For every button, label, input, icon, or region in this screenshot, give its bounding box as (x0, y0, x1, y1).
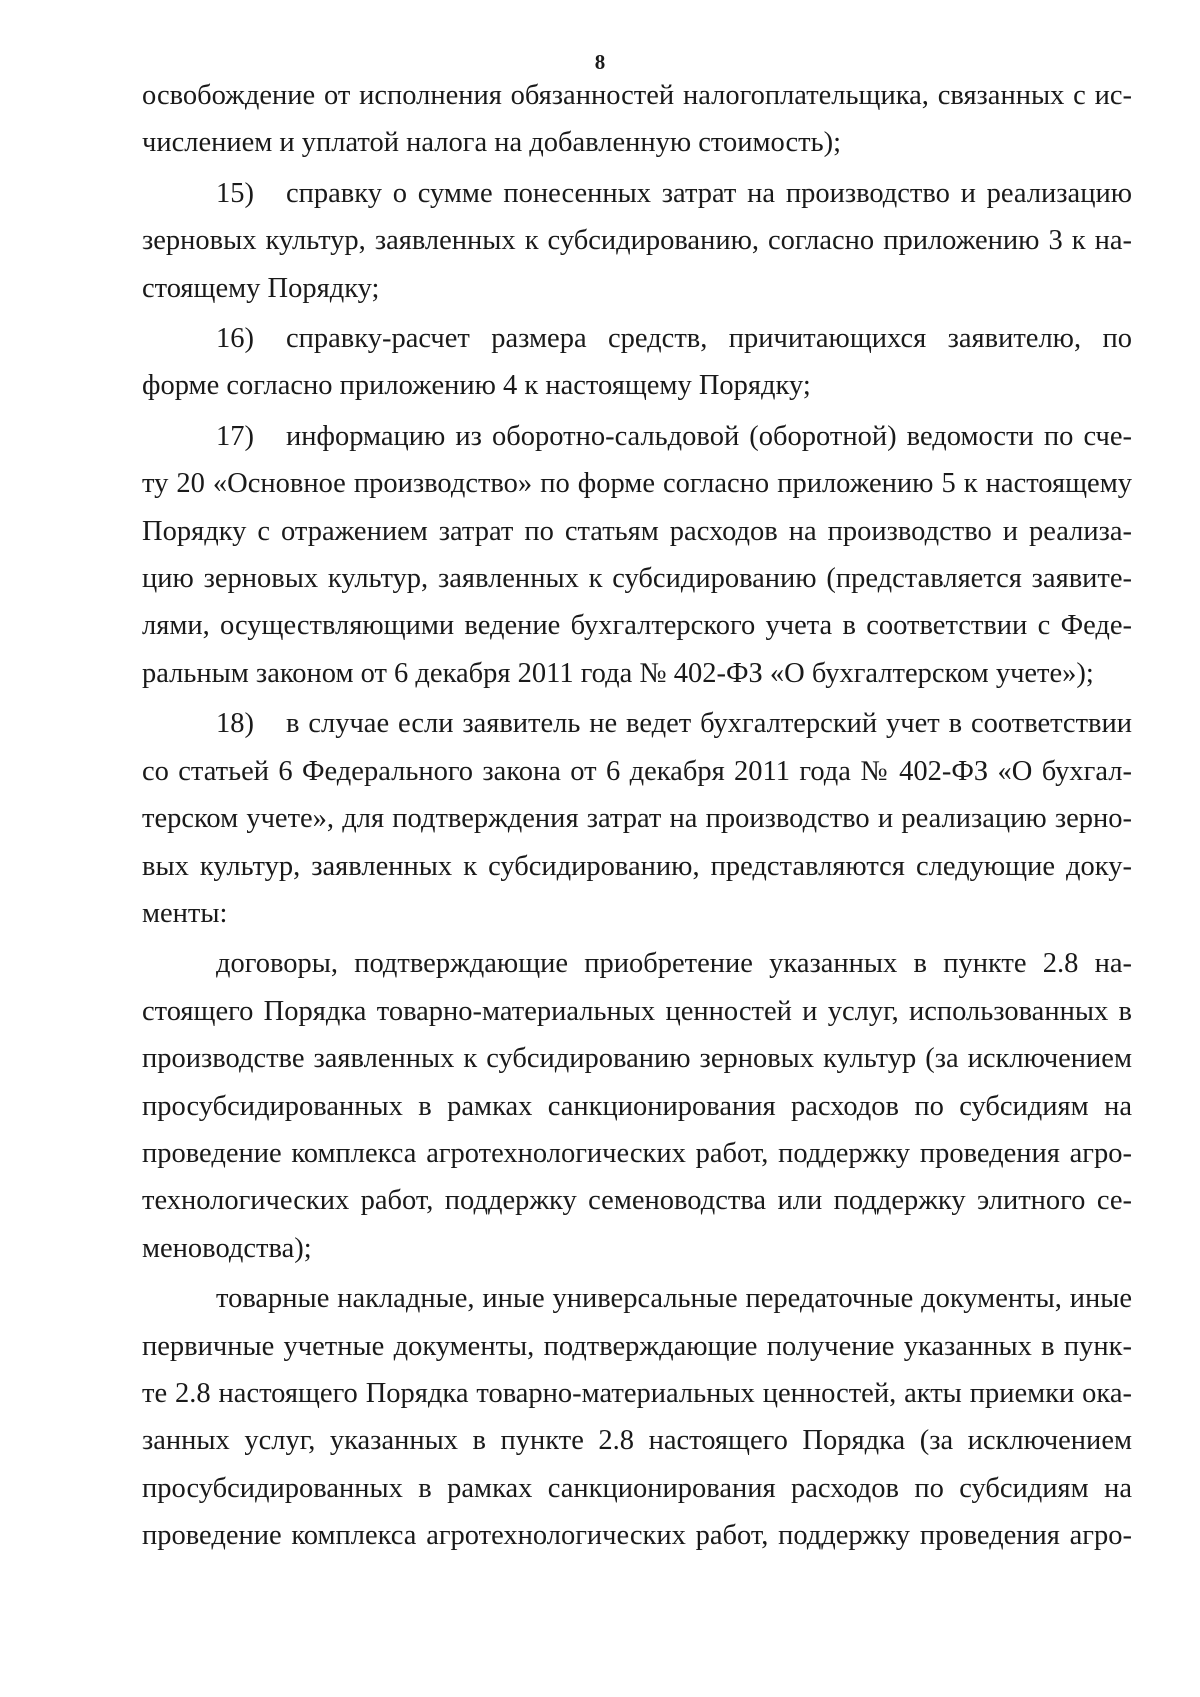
item-number: 18) (216, 708, 254, 740)
text-line (142, 700, 1132, 747)
list-item-16 (142, 315, 1132, 410)
paragraph-contracts (142, 940, 1132, 1272)
text-line: зерновых культур, заявленных к субсидированию, согласно приложению 3 к на- (142, 225, 1132, 257)
page-number: 8 (594, 50, 606, 74)
text-line: проведение комплекса агротехнологических работ, поддержку проведения агро- (142, 1137, 1132, 1169)
item-text: информацию из оборотно-сальдовой (оборотной) ведомости по сче- (286, 420, 1132, 452)
text-line (142, 315, 1132, 362)
list-item-17 (142, 413, 1132, 697)
list-item-18 (142, 700, 1132, 937)
paragraph-invoices (142, 1275, 1132, 1559)
text-line: товарные накладные, иные универсальные передаточные документы, иные (216, 1283, 1132, 1315)
text-line: лями, осуществляющими ведение бухгалтерского учета в соответствии с Феде- (142, 610, 1132, 642)
text-line: ральным законом от 6 декабря 2011 года № 402-ФЗ «О бухгалтерском учете»); (142, 657, 1094, 689)
item-number: 15) (216, 177, 254, 209)
text-line: стоящего Порядка товарно-материальных ценностей и услуг, использованных в (142, 995, 1132, 1027)
text-line (142, 170, 1132, 217)
text-line: производстве заявленных к субсидированию зерновых культур (за исключением (142, 1043, 1132, 1075)
list-item-15 (142, 170, 1132, 312)
text-line: цию зерновых культур, заявленных к субсидированию (представляется заявите- (142, 563, 1132, 595)
text-line: просубсидированных в рамках санкционирования расходов по субсидиям на (142, 1472, 1132, 1504)
text-line: первичные учетные документы, подтверждающие получение указанных в пунк- (142, 1330, 1132, 1362)
paragraph-continuation (142, 72, 1132, 167)
text-line: договоры, подтверждающие приобретение указанных в пункте 2.8 на- (216, 948, 1132, 980)
item-number: 16) (216, 323, 254, 355)
text-line: форме согласно приложению 4 к настоящему Порядку; (142, 370, 811, 402)
document-body (142, 72, 1132, 1560)
text-line: просубсидированных в рамках санкционирования расходов по субсидиям на (142, 1090, 1132, 1122)
item-text: в случае если заявитель не ведет бухгалтерский учет в соответствии (286, 708, 1132, 740)
text-line: Порядку с отражением затрат по статьям расходов на производство и реализа- (142, 515, 1132, 547)
item-text: справку-расчет размера средств, причитающихся заявителю, по (286, 323, 1132, 355)
text-line: ту 20 «Основное производство» по форме согласно приложению 5 к настоящему (142, 468, 1132, 500)
text-line: терском учете», для подтверждения затрат на производство и реализацию зерно- (142, 803, 1132, 835)
text-line: занных услуг, указанных в пункте 2.8 настоящего Порядка (за исключением (142, 1425, 1132, 1457)
text-line: те 2.8 настоящего Порядка товарно-материальных ценностей, акты приемки ока- (142, 1377, 1132, 1409)
text-line: меноводства); (142, 1232, 312, 1264)
text-line: вых культур, заявленных к субсидированию, представляются следующие доку- (142, 850, 1132, 882)
text-line: технологических работ, поддержку семеноводства или поддержку элитного се- (142, 1185, 1132, 1217)
text-line (142, 413, 1132, 460)
text-line: со статьей 6 Федерального закона от 6 декабря 2011 года № 402-ФЗ «О бухгал- (142, 755, 1132, 787)
text-line: стоящему Порядку; (142, 272, 380, 304)
item-number: 17) (216, 420, 254, 452)
item-text: справку о сумме понесенных затрат на производство и реализацию (286, 177, 1132, 209)
text-line: числением и уплатой налога на добавленную стоимость); (142, 127, 842, 159)
text-line: менты: (142, 897, 228, 929)
text-line: освобождение от исполнения обязанностей налогоплательщика, связанных с ис- (142, 80, 1132, 111)
text-line: проведение комплекса агротехнологических работ, поддержку проведения агро- (142, 1520, 1132, 1552)
